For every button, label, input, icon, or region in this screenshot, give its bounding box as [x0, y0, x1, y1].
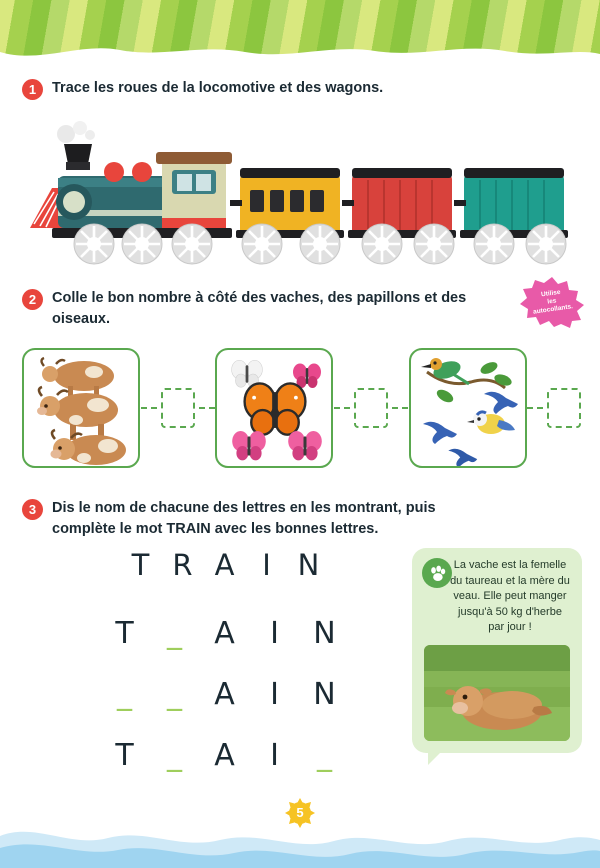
letter-cell: T [115, 738, 135, 773]
letter-cell: I [270, 738, 280, 773]
sticker-badge [518, 276, 586, 328]
train-illustration [22, 118, 582, 268]
letter-cell: N [297, 548, 321, 582]
letter-blank[interactable]: _ [317, 738, 333, 773]
instruction-1 [22, 78, 562, 100]
dash-connector-3 [527, 348, 582, 468]
dash-segment [334, 407, 350, 409]
paw-icon [422, 558, 452, 588]
sticker-line-3: autocollants. [532, 303, 574, 316]
letter-cell: T [115, 616, 135, 651]
butterflies-illustration [217, 350, 333, 468]
picture-box-birds [409, 348, 527, 468]
letter-cell: A [214, 738, 236, 773]
letter-cell: I [270, 616, 280, 651]
sticker-line-1: Utilise [540, 288, 561, 299]
exercise-number-2: 2 [22, 289, 43, 310]
page-number-badge [285, 798, 315, 828]
sticker-line-2: les [546, 297, 557, 306]
train-wheels [74, 224, 566, 264]
cow-photo [424, 645, 570, 741]
exercise-text-2: Colle le bon nombre à côté des vaches, des papillons et des oiseaux. [52, 290, 467, 328]
word-row-complete [55, 548, 395, 582]
letter-cell: N [313, 616, 337, 651]
letter-cell: A [214, 616, 236, 651]
letter-cell: I [270, 677, 280, 712]
info-bubble [412, 548, 582, 753]
birds-illustration [411, 350, 527, 468]
letter-blank[interactable]: _ [167, 616, 183, 651]
letter-cell: R [172, 548, 194, 582]
header-stripe-band [0, 0, 600, 62]
sticker-slot-butterflies[interactable] [354, 388, 388, 428]
dash-connector-1 [140, 348, 215, 468]
word-row-3 [55, 738, 395, 773]
picture-box-cows [22, 348, 140, 468]
header-wave [0, 42, 600, 62]
instruction-2 [22, 288, 477, 330]
letter-blank[interactable]: _ [167, 738, 183, 773]
cow-photo-illustration [424, 645, 570, 741]
exercise-text-1: Trace les roues de la locomotive et des wagons. [52, 80, 384, 96]
dash-connector-2 [333, 348, 408, 468]
dash-segment [141, 407, 157, 409]
paw-glyph [428, 564, 447, 583]
letter-cell: T [131, 548, 151, 582]
dash-segment [527, 407, 543, 409]
exercise-number-3: 3 [22, 499, 43, 520]
letter-cell: I [262, 548, 272, 582]
exercise-2-row [22, 345, 582, 470]
letters-exercise [55, 548, 395, 799]
page-number: 5 [296, 805, 304, 820]
letter-cell: A [214, 548, 236, 582]
exercise-number-1: 1 [22, 79, 43, 100]
word-row-1 [55, 616, 395, 651]
locomotive [30, 121, 232, 238]
sticker-slot-cows[interactable] [161, 388, 195, 428]
letter-blank[interactable]: _ [117, 677, 133, 712]
train-svg [22, 118, 582, 268]
letter-blank[interactable]: _ [167, 677, 183, 712]
info-text: La vache est la femelle du taureau et la mère du veau. Elle peut manger jusqu'à 50 kg d'herbe par jour ! [450, 559, 570, 634]
word-row-2 [55, 677, 395, 712]
sticker-text [515, 272, 590, 333]
exercise-text-3: Dis le nom de chacune des lettres en les montrant, puis complète le mot TRAIN avec les bonnes lettres. [52, 500, 436, 538]
letter-cell: N [313, 677, 337, 712]
picture-box-butterflies [215, 348, 333, 468]
sticker-slot-birds[interactable] [547, 388, 581, 428]
cows-illustration [24, 350, 140, 468]
letter-cell: A [214, 677, 236, 712]
instruction-3 [22, 498, 567, 540]
dash-segment [199, 407, 215, 409]
dash-segment [392, 407, 408, 409]
